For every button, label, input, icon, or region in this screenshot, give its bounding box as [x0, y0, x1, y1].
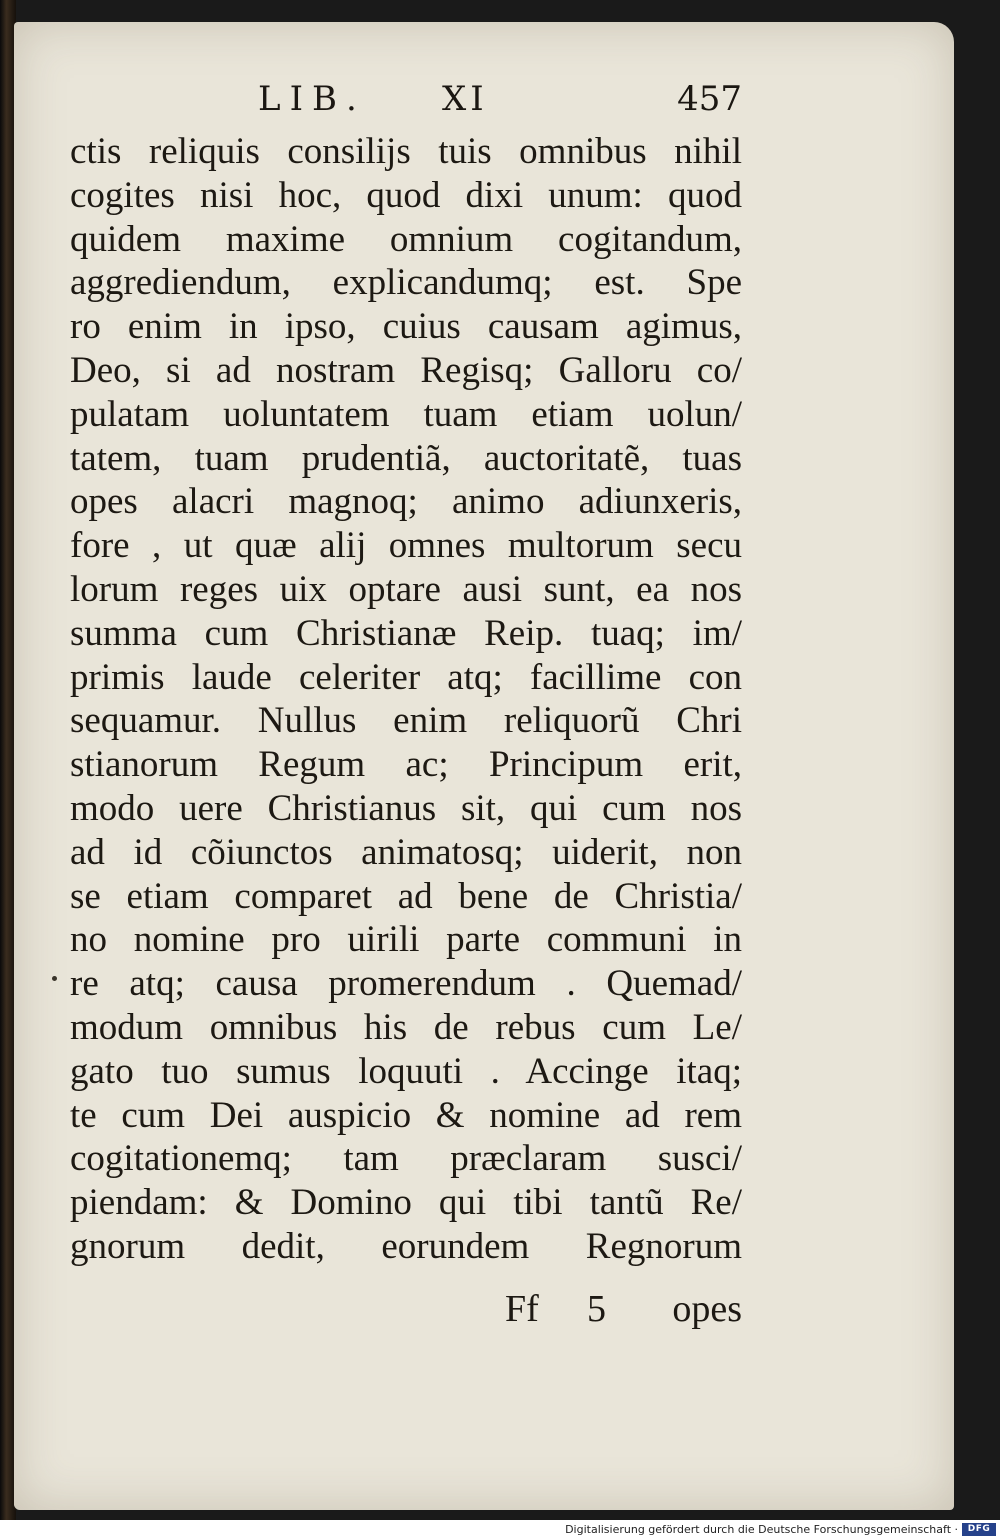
catchword: opes [672, 1288, 742, 1330]
text-line: te cum Dei auspicio & nomine ad rem [70, 1094, 742, 1136]
text-line: stianorum Regum ac; Principum erit, [70, 744, 742, 786]
text-line: primis laude celeriter atq; facillime con [70, 656, 742, 698]
text-line: piendam: & Domino qui tibi tantũ Re/ [70, 1182, 742, 1224]
running-head-lib: LIB. [258, 79, 366, 119]
text-line: opes alacri magnoq; animo adiunxeris, [70, 481, 742, 523]
text-line: fore , ut quæ alij omnes multorum secu [70, 525, 742, 567]
text-line: no nomine pro uirili parte communi in [70, 919, 742, 961]
text-line: aggrediendum, explicandumq; est. Spe [70, 262, 742, 304]
footer-credit: Digitalisierung gefördert durch die Deutsche Forschungsgemeinschaft · [565, 1523, 958, 1536]
text-line: cogitationemq; tam præclaram susci/ [70, 1138, 742, 1180]
text-line: lorum reges uix optare ausi sunt, ea nos [70, 568, 742, 610]
signature-line [505, 1284, 742, 1334]
text-line: ro enim in ipso, cuius causam agimus, [70, 306, 742, 348]
text-line: gnorum dedit, eorundem Regnorum [70, 1225, 742, 1267]
running-head-book-number: XI [442, 79, 488, 119]
text-line: re atq; causa promerendum . Quemad/ [70, 963, 742, 1005]
page-number: 457 [677, 79, 742, 119]
dfg-logo: DFG [962, 1523, 996, 1536]
digitization-footer [0, 1520, 1000, 1540]
text-line: ad id cõiunctos animatosq; uiderit, non [70, 831, 742, 873]
text-line: ctis reliquis consilijs tuis omnibus nihil [70, 131, 742, 172]
text-line: se etiam comparet ad bene de Christia/ [70, 875, 742, 917]
text-line: modo uere Christianus sit, qui cum nos [70, 787, 742, 829]
text-line: summa cum Christianæ Reip. tuaq; im/ [70, 612, 742, 654]
text-line: Deo, si ad nostram Regisq; Galloru co/ [70, 349, 742, 391]
text-line: pulatam uoluntatem tuam etiam uolun/ [70, 393, 742, 435]
signature-number: 5 [587, 1288, 606, 1330]
text-line: cogites nisi hoc, quod dixi unum: quod [70, 174, 742, 216]
text-line: tatem, tuam prudentiã, auctoritatẽ, tuas [70, 437, 742, 479]
running-head [258, 76, 742, 122]
text-line: gato tuo sumus loquuti . Accinge itaq; [70, 1050, 742, 1092]
ink-speck [52, 976, 57, 981]
text-line: modum omnibus his de rebus cum Le/ [70, 1006, 742, 1048]
body-text [70, 130, 742, 1269]
text-line: sequamur. Nullus enim reliquorũ Chri [70, 700, 742, 742]
signature-mark: Ff [505, 1288, 539, 1330]
text-line: quidem maxime omnium cogitandum, [70, 218, 742, 260]
